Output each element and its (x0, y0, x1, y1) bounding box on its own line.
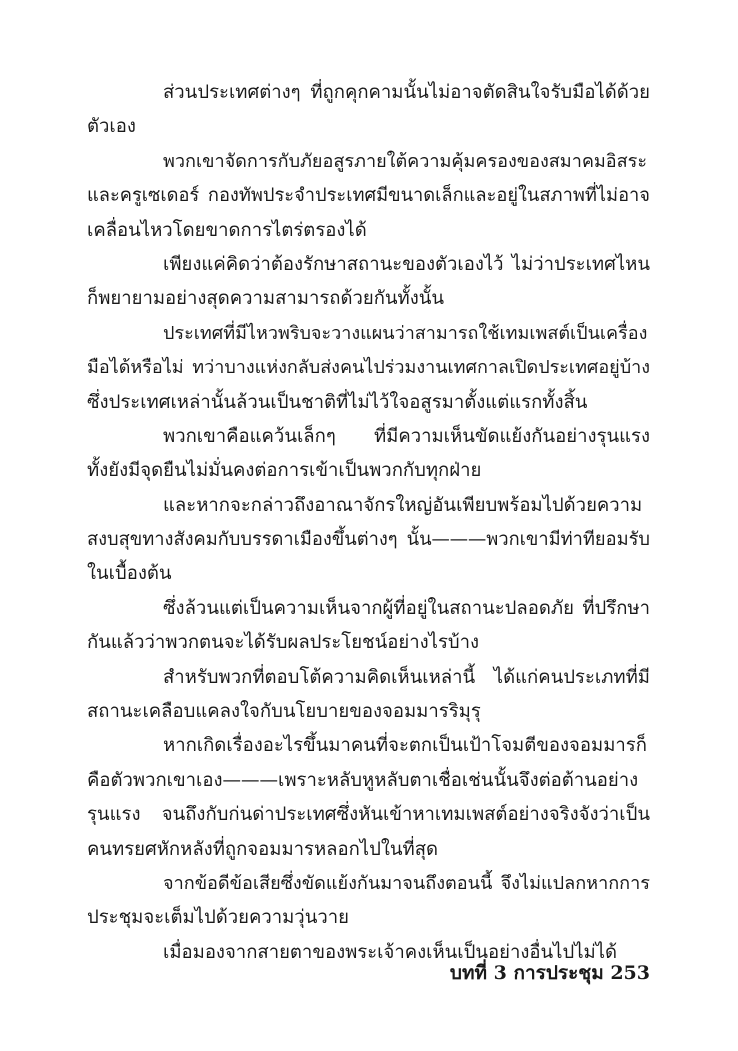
text-line: ทั้งยังมีจุดยืนไม่มั่นคงต่อการเข้าเป็นพวกกับทุกฝ่าย (87, 460, 482, 482)
text-line: ในเบื้องต้น (87, 563, 172, 585)
text-line: มือได้หรือไม่ ทว่าบางแห่งกลับส่งคนไปร่วมงานเทศกาลเปิดประเทศอยู่บ้าง (87, 357, 650, 379)
text-line: สงบสุขทางสังคมกับบรรดาเมืองขึ้นต่างๆ นั้น———พวกเขามีท่าทียอมรับ (87, 529, 650, 551)
text-line: กันแล้วว่าพวกตนจะได้รับผลประโยชน์อย่างไรบ้าง (87, 632, 480, 654)
text-line: จากข้อดีข้อเสียซึ่งขัดแย้งกันมาจนถึงตอนนี้ จึงไม่แปลกหากการ (163, 872, 650, 894)
text-line: ซึ่งล้วนแต่เป็นความเห็นจากผู้ที่อยู่ในสถานะปลอดภัย ที่ปรึกษา (163, 597, 650, 619)
page-footer: บทที่ 3 การประชุม 253 (449, 962, 650, 984)
text-line: คนทรยศหักหลังที่ถูกจอมมารหลอกไปในที่สุด (87, 838, 439, 860)
text-line: สถานะเคลือบแคลงใจกับนโยบายของจอมมารริมุรุ (87, 701, 481, 723)
text-line: และหากจะกล่าวถึงอาณาจักรใหญ่อันเพียบพร้อมไปด้วยความ (163, 494, 643, 516)
text-line: ซึ่งประเทศเหล่านั้นล้วนเป็นชาติที่ไม่ไว้ใจอสูรมาตั้งแต่แรกทั้งสิ้น (87, 391, 588, 413)
text-line: หากเกิดเรื่องอะไรขึ้นมาคนที่จะตกเป็นเป้าโจมตีของจอมมารก็ (163, 735, 647, 757)
text-line: คือตัวพวกเขาเอง———เพราะหลับหูหลับตาเชื่อเช่นนั้นจึงต่อต้านอย่าง (87, 769, 639, 791)
text-line: รุนแรง จนถึงกับก่นด่าประเทศซึ่งหันเข้าหาเทมเพสต์อย่างจริงจังว่าเป็น (87, 804, 650, 826)
text-line: พวกเขาคือแคว้นเล็กๆ ที่มีความเห็นขัดแย้งกันอย่างรุนแรง (163, 425, 650, 447)
text-line: เพียงแค่คิดว่าต้องรักษาสถานะของตัวเองไว้ ไม่ว่าประเทศไหน (163, 253, 650, 275)
text-line: ก็พยายามอย่างสุดความสามารถด้วยกันทั้งนั้น (87, 288, 445, 310)
text-line: สำหรับพวกที่ตอบโต้ความคิดเห็นเหล่านี้ ได้แก่คนประเภทที่มี (163, 666, 650, 688)
text-line: ตัวเอง (87, 116, 136, 138)
text-line: ส่วนประเทศต่างๆ ที่ถูกคุกคามนั้นไม่อาจตัดสินใจรับมือได้ด้วย (163, 82, 650, 103)
text-line: ประเทศที่มีไหวพริบจะวางแผนว่าสามารถใช้เทมเพสต์เป็นเครื่อง (163, 322, 648, 344)
text-line: เมื่อมองจากสายตาของพระเจ้าคงเห็นเป็นอย่างอื่นไปไม่ได้ (163, 941, 618, 963)
text-line: และครูเซเดอร์ กองทัพประจำประเทศมีขนาดเล็กและอยู่ในสภาพที่ไม่อาจ (87, 185, 650, 207)
text-line: พวกเขาจัดการกับภัยอสูรภายใต้ความคุ้มครองของสมาคมอิสระ (163, 150, 648, 172)
body-text (87, 76, 650, 970)
text-line: ประชุมจะเต็มไปด้วยความวุ่นวาย (87, 907, 349, 929)
text-line: เคลื่อนไหวโดยขาดการไตร่ตรองได้ (87, 219, 367, 241)
